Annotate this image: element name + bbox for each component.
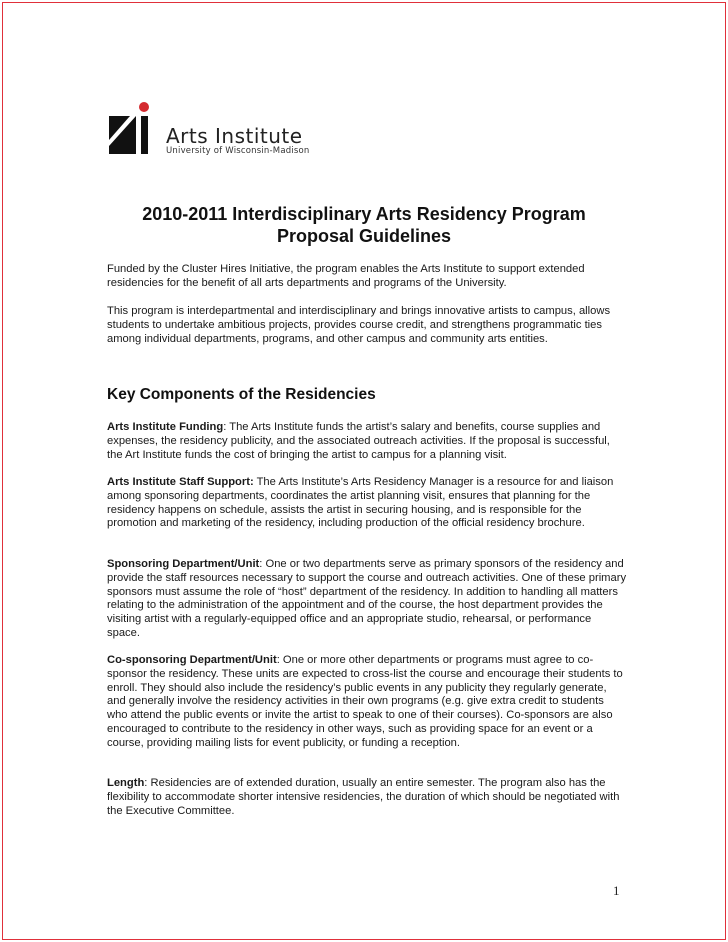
component-text: : The Arts Institute funds the artist’s salary and benefits, course supplies and expenses, the residency publicity, and the associated outreach activities. If the proposal is successful, the Art Institute funds the cost of bringing the artist to campus for a planning visit. xyxy=(107,421,610,461)
component-label: Co-sponsoring Department/Unit xyxy=(107,654,277,666)
component-staff-support xyxy=(107,476,627,531)
page-number: 1 xyxy=(613,883,620,898)
component-text: : One or more other departments or programs must agree to co-sponsor the residency. These units are expected to cross-list the course and encourage their students to enroll. They should also include the residency’s public events in any publicity they regularly generate, and generally involve the residency activities in their own programs (e.g. give extra credit to students who attend the public events or invite the artist to speak to one of their courses). Co-sponsors are also encouraged to contribute to the residency in other ways, such as providing space for an event or a course, providing mailing lists for event publicity, or funding a reception. xyxy=(107,654,623,749)
section-heading: Key Components of the Residencies xyxy=(107,386,376,403)
component-label: Length xyxy=(107,777,145,789)
component-label: Arts Institute Funding xyxy=(107,421,224,433)
component-length xyxy=(107,777,627,818)
component-text: The Arts Institute’s Arts Residency Manager is a resource for and liaison among sponsoring departments, coordinates the artist planning visit, ensures that planning for the residency happens on schedule, assists the artist in securing housing, and is responsible for the promotion and marketing of the residency, including production of the official residency brochure. xyxy=(107,476,614,530)
title-line-1: 2010-2011 Interdisciplinary Arts Residency Program xyxy=(142,204,586,224)
title-line-2: Proposal Guidelines xyxy=(276,226,452,246)
intro-paragraph-2: This program is interdepartmental and interdisciplinary and brings innovative artists to campus, allows students to undertake ambitious projects, provides course credit, and strengthens programmatic ties among individual departments, programs, and other campus and community arts entities. xyxy=(107,305,611,345)
logo-name: Arts Institute xyxy=(166,124,303,148)
component-sponsoring-department xyxy=(107,558,627,641)
component-text: : Residencies are of extended duration, usually an entire semester. The program also has the flexibility to accommodate shorter intensive residencies, the duration of which should be negotiated with the Executive Committee. xyxy=(107,777,620,817)
logo-subtitle: University of Wisconsin-Madison xyxy=(166,146,310,156)
component-co-sponsoring-department xyxy=(107,654,627,751)
component-text: : One or two departments serve as primary sponsors of the residency and provide the staff resources necessary to support the course and outreach activities. One of these primary sponsors must assume the role of “host” department of the residency. In addition to handling all matters relating to the administration of the appointment and of the course, the host department provides the visiting artist with a regularly-equipped office and an appropriate studio, rehearsal, or performance space. xyxy=(107,558,627,639)
arts-institute-logo xyxy=(108,100,338,160)
component-label: Arts Institute Staff Support: xyxy=(107,476,254,488)
component-funding xyxy=(107,421,627,462)
intro-paragraph-1: Funded by the Cluster Hires Initiative, the program enables the Arts Institute to support extended residencies for the benefit of all arts departments and programs of the University. xyxy=(107,263,585,289)
arts-institute-logo-mark xyxy=(108,100,158,156)
component-label: Sponsoring Department/Unit xyxy=(107,558,260,570)
document-title xyxy=(0,203,728,247)
